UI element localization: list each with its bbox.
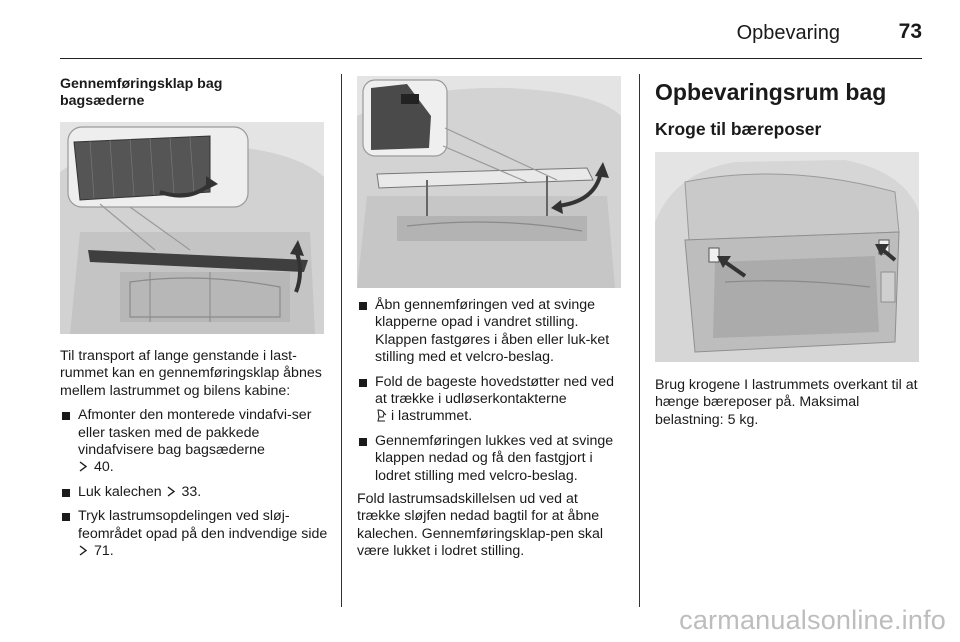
bullet-square-icon <box>62 513 70 521</box>
list-item-text: Afmonter den monterede vindafvi-ser eller tasken med de pakkede vindafvisere bag bagsæderne <box>78 407 312 459</box>
bullet-square-icon <box>62 489 70 497</box>
bag-hooks-illustration <box>655 152 919 362</box>
section-subheading: Kroge til bæreposer <box>655 119 822 139</box>
column-3 <box>655 76 921 429</box>
page-reference-icon <box>167 486 176 497</box>
section-title: Opbevaring <box>736 22 840 44</box>
list-item-text: Luk kalechen <box>78 483 162 500</box>
list-item <box>357 433 625 485</box>
bullet-square-icon <box>359 302 367 310</box>
column-1 <box>60 76 328 560</box>
list-item <box>357 374 625 426</box>
page-reference-icon <box>79 461 88 472</box>
instruction-list <box>60 407 328 560</box>
subheading-line: Gennemføringsklap bag <box>60 76 223 92</box>
closing-paragraph: Fold lastrumsadskillelsen ud ved at trække sløjfen nedad bagtil for at åbne kalechen. Gennemføringsklap-pen skal være lukket i lodret stilling. <box>357 491 604 560</box>
subheading-line: bagsæderne <box>60 93 145 109</box>
bullet-square-icon <box>359 438 367 446</box>
bullet-square-icon <box>62 412 70 420</box>
list-item <box>60 508 328 560</box>
intro-paragraph: Til transport af lange genstande i last-rummet kan en gennemføringsklap åbnes mellem lastrummet og bilens kabine: <box>60 348 322 399</box>
list-item-text: Tryk lastrumsopdelingen ved sløj-feområdet opad på den indvendige side <box>78 508 328 542</box>
headrest-release-icon <box>375 409 387 422</box>
page-reference-icon <box>79 545 88 556</box>
bullet-square-icon <box>359 379 367 387</box>
list-item <box>357 297 625 367</box>
watermark: carmanualsonline.info <box>679 605 946 635</box>
section-subheading <box>60 76 328 110</box>
list-item-text: i lastrummet. <box>387 408 473 425</box>
pass-through-flap-illustration <box>60 122 324 334</box>
list-item-text: Gennemføringen lukkes ved at svinge klappen nedad og få den fastgjort i lodret stilling med velcro-beslag. <box>375 432 614 484</box>
page-number: 73 <box>898 20 922 43</box>
flap-open-illustration <box>357 76 621 288</box>
column-divider <box>341 74 342 607</box>
list-item-text: Fold de bageste hovedstøtter ned ved at trække i udløserkontakterne <box>375 373 614 408</box>
list-item-text: Åbn gennemføringen ved at svinge klapperne opad i vandret stilling. Klappen fastgøres i åben eller luk-ket stilling med et velcro-beslag. <box>375 297 610 366</box>
page-reference[interactable]: 40. <box>93 459 114 476</box>
list-item <box>60 407 328 477</box>
column-divider <box>639 74 640 607</box>
page-reference[interactable]: 33. <box>181 483 202 500</box>
page-reference[interactable]: 71. <box>93 543 114 560</box>
page-header <box>0 0 960 62</box>
column-2 <box>357 76 625 561</box>
body-paragraph: Brug krogene I lastrummets overkant til at hænge bæreposer på. Maksimal belastning: 5 kg. <box>655 377 918 428</box>
list-item <box>60 484 328 501</box>
instruction-list <box>357 297 625 485</box>
header-divider <box>60 58 922 59</box>
section-heading: Opbevaringsrum bag <box>655 79 887 105</box>
